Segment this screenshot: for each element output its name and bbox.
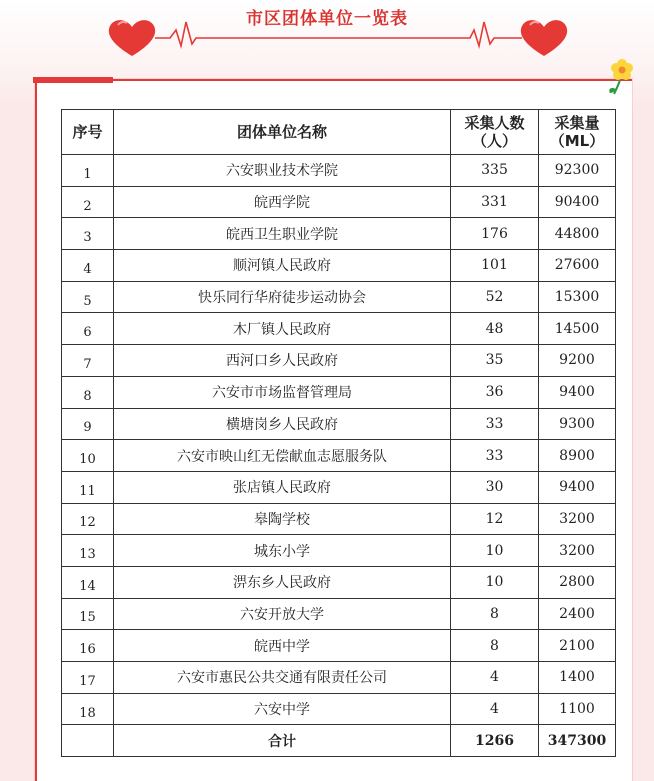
table-row [62,598,616,630]
row-volume-cell: 2100 [539,630,616,662]
row-unit-name-cell: 六安市映山红无偿献血志愿服务队 [114,440,451,472]
table-row [62,535,616,567]
row-donor-count-cell: 36 [451,376,539,408]
row-donor-count-cell: 4 [451,693,539,725]
row-unit-name-cell: 张店镇人民政府 [114,471,451,503]
header-volume-line2: （ML） [549,132,605,150]
row-index-cell: 7 [62,345,114,377]
row-unit-name-cell: 六安开放大学 [114,598,451,630]
flower-icon [600,56,636,98]
table-row [62,662,616,694]
row-donor-count-cell: 33 [451,440,539,472]
row-volume-cell: 14500 [539,313,616,345]
row-volume-cell: 3200 [539,503,616,535]
row-volume-cell: 9300 [539,408,616,440]
table-row [62,503,616,535]
row-index-cell: 8 [62,376,114,408]
header-unit-name: 团体单位名称 [114,110,451,155]
row-volume-cell: 8900 [539,440,616,472]
table-header-row [62,110,616,155]
row-index-cell: 4 [62,250,114,282]
row-unit-name-cell: 六安中学 [114,693,451,725]
row-unit-name-cell: 皖西卫生职业学院 [114,218,451,250]
table-row [62,155,616,187]
header-donor-count-line1: 采集人数 [464,114,525,132]
row-donor-count-cell: 331 [451,186,539,218]
table-row [62,313,616,345]
card-accent [33,77,113,83]
table-row [62,250,616,282]
row-donor-count-cell: 10 [451,535,539,567]
row-donor-count-cell: 48 [451,313,539,345]
total-volume: 347300 [539,725,616,757]
row-index-cell: 15 [62,598,114,630]
row-donor-count-cell: 52 [451,281,539,313]
row-unit-name-cell: 木厂镇人民政府 [114,313,451,345]
row-volume-cell: 44800 [539,218,616,250]
header-volume-line1: 采集量 [554,114,600,132]
row-unit-name-cell: 六安职业技术学院 [114,155,451,187]
total-count: 1266 [451,725,539,757]
header-donor-count [451,110,539,155]
row-unit-name-cell: 城东小学 [114,535,451,567]
row-unit-name-cell: 西河口乡人民政府 [114,345,451,377]
row-volume-cell: 15300 [539,281,616,313]
row-donor-count-cell: 4 [451,662,539,694]
row-donor-count-cell: 33 [451,408,539,440]
row-donor-count-cell: 335 [451,155,539,187]
row-donor-count-cell: 176 [451,218,539,250]
row-donor-count-cell: 10 [451,566,539,598]
row-unit-name-cell: 六安市惠民公共交通有限责任公司 [114,662,451,694]
row-volume-cell: 1100 [539,693,616,725]
row-index-cell: 17 [62,662,114,694]
row-index-cell: 3 [62,218,114,250]
row-donor-count-cell: 8 [451,598,539,630]
row-volume-cell: 90400 [539,186,616,218]
row-index-cell: 16 [62,630,114,662]
row-volume-cell: 1400 [539,662,616,694]
row-unit-name-cell: 快乐同行华府徒步运动协会 [114,281,451,313]
table-row [62,376,616,408]
row-index-cell: 18 [62,693,114,725]
header-index: 序号 [62,110,114,155]
row-index-cell: 10 [62,440,114,472]
row-index-cell: 11 [62,471,114,503]
row-donor-count-cell: 8 [451,630,539,662]
row-unit-name-cell: 六安市市场监督管理局 [114,376,451,408]
header-donor-count-line2: （人） [471,132,517,150]
row-unit-name-cell: 皖西学院 [114,186,451,218]
row-volume-cell: 9400 [539,471,616,503]
table-row [62,218,616,250]
row-donor-count-cell: 101 [451,250,539,282]
table-row [62,693,616,725]
table-row [62,566,616,598]
total-label: 合计 [114,725,451,757]
row-volume-cell: 27600 [539,250,616,282]
table-row [62,440,616,472]
row-unit-name-cell: 顺河镇人民政府 [114,250,451,282]
row-index-cell: 12 [62,503,114,535]
header-volume [539,110,616,155]
page-title: 市区团体单位一览表 [246,9,408,29]
row-index-cell: 9 [62,408,114,440]
row-donor-count-cell: 35 [451,345,539,377]
row-index-cell: 14 [62,566,114,598]
table-body [62,155,616,725]
row-volume-cell: 92300 [539,155,616,187]
table-row [62,186,616,218]
row-donor-count-cell: 12 [451,503,539,535]
row-volume-cell: 9200 [539,345,616,377]
table-row [62,281,616,313]
group-units-table [61,109,616,757]
row-index-cell: 13 [62,535,114,567]
table-row [62,630,616,662]
row-index-cell: 5 [62,281,114,313]
row-index-cell: 1 [62,155,114,187]
header-banner [0,0,654,70]
row-volume-cell: 2800 [539,566,616,598]
row-volume-cell: 9400 [539,376,616,408]
row-index-cell: 2 [62,186,114,218]
total-index-cell [62,725,114,757]
row-unit-name-cell: 皋陶学校 [114,503,451,535]
table-total-row [62,725,616,757]
row-unit-name-cell: 淠东乡人民政府 [114,566,451,598]
table-row [62,345,616,377]
table-row [62,408,616,440]
row-unit-name-cell: 皖西中学 [114,630,451,662]
row-unit-name-cell: 横塘岗乡人民政府 [114,408,451,440]
row-volume-cell: 2400 [539,598,616,630]
table-row [62,471,616,503]
row-donor-count-cell: 30 [451,471,539,503]
row-volume-cell: 3200 [539,535,616,567]
row-index-cell: 6 [62,313,114,345]
